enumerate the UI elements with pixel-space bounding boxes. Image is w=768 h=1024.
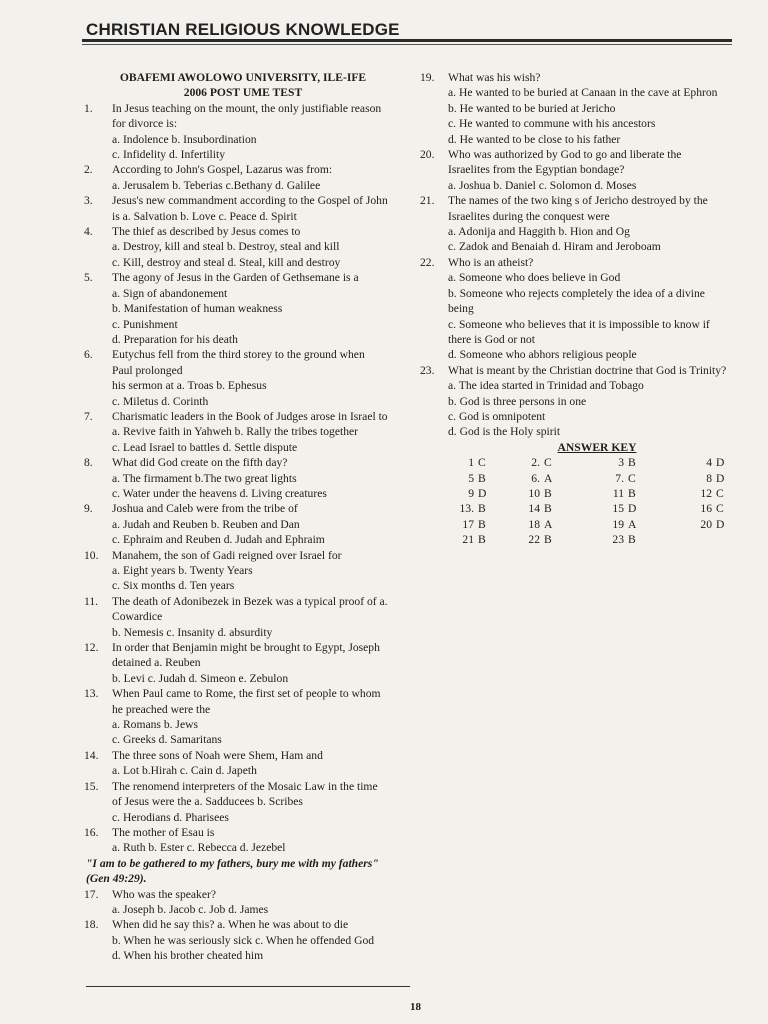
scripture-reference: (Gen 49:29). xyxy=(86,872,147,886)
answer-key-question: 18 xyxy=(528,517,540,531)
option-line: c. Punishment xyxy=(112,317,178,331)
answer-key-question: 10 xyxy=(528,486,540,500)
answer-key-question: 22 xyxy=(528,533,540,547)
answer-key-question: 3 xyxy=(618,456,624,470)
question-text: Charismatic leaders in the Book of Judges arose in Israel to xyxy=(112,409,388,423)
option-line: b. When he was seriously sick c. When he offended God xyxy=(112,933,375,947)
option-line: c. Six months d. Ten years xyxy=(112,579,235,593)
option-line: c. Greeks d. Samaritans xyxy=(112,733,222,747)
answer-key-row xyxy=(414,486,740,501)
answer-key-answer: D xyxy=(628,502,637,516)
question-line xyxy=(414,147,740,162)
answer-key-answer: B xyxy=(628,533,636,547)
page-number: 18 xyxy=(410,1001,421,1013)
question-number: 2. xyxy=(84,163,93,177)
answer-key-question: 20 xyxy=(700,517,712,531)
question-text: The agony of Jesus in the Garden of Gethsemane is a xyxy=(112,271,359,285)
option-line: a. The firmament b.The two great lights xyxy=(112,471,297,485)
question-number: 20. xyxy=(420,148,435,162)
scripture-quote: "I am to be gathered to my fathers, bury me with my fathers" xyxy=(86,856,379,870)
option-line: a. Jerusalem b. Teberias c.Bethany d. Galilee xyxy=(112,178,321,192)
option-line: detained a. Reuben xyxy=(112,656,201,670)
option-line: a. He wanted to be buried at Canaan in the cave at Ephron xyxy=(448,86,718,100)
answer-key-answer: C xyxy=(716,502,724,516)
question-number: 10. xyxy=(84,548,99,562)
option-line: a. The idea started in Trinidad and Tobago xyxy=(448,379,644,393)
page-header-title: CHRISTIAN RELIGIOUS KNOWLEDGE xyxy=(86,20,400,39)
question-line xyxy=(78,347,408,362)
question-number: 23. xyxy=(420,363,435,377)
question-line xyxy=(78,455,408,470)
option-line: a. Adonija and Haggith b. Hion and Og xyxy=(448,225,630,239)
answer-key-row xyxy=(414,501,740,516)
option-line: d. Someone who abhors religious people xyxy=(448,348,637,362)
left-questions-continued xyxy=(78,887,408,964)
right-column xyxy=(414,70,740,548)
question-line xyxy=(414,255,740,270)
question-number: 7. xyxy=(84,409,93,423)
option-line: c. He wanted to commune with his ancestors xyxy=(448,117,656,131)
answer-key-answer: A xyxy=(628,517,637,531)
question-text: The thief as described by Jesus comes to xyxy=(112,225,301,239)
question-text: The mother of Esau is xyxy=(112,825,215,839)
question-number: 4. xyxy=(84,225,93,239)
answer-key-question: 1 xyxy=(468,456,474,470)
question-number: 18. xyxy=(84,918,99,932)
question-number: 8. xyxy=(84,456,93,470)
answer-key-answer: B xyxy=(478,471,486,485)
left-column xyxy=(78,70,408,964)
question-line xyxy=(414,193,740,208)
option-line: a. Lot b.Hirah c. Cain d. Japeth xyxy=(112,764,257,778)
question-line xyxy=(78,779,408,794)
answer-key-answer: C xyxy=(628,471,636,485)
question-text: The names of the two king s of Jericho destroyed by the xyxy=(448,194,708,208)
question-number: 12. xyxy=(84,641,99,655)
answer-key-answer: B xyxy=(628,456,636,470)
question-number: 17. xyxy=(84,887,99,901)
answer-key-question: 2. xyxy=(531,456,540,470)
option-line: b. Nemesis c. Insanity d. absurdity xyxy=(112,625,273,639)
answer-key-answer xyxy=(712,532,734,547)
answer-key-question: 6. xyxy=(531,471,540,485)
question-text: What was his wish? xyxy=(448,71,541,84)
answer-key-question: 11 xyxy=(612,486,624,500)
question-number: 6. xyxy=(84,348,93,362)
answer-key-question: 13. xyxy=(459,502,474,516)
answer-key-question: 17 xyxy=(462,517,474,531)
question-text: Joshua and Caleb were from the tribe of xyxy=(112,502,298,516)
option-line: Cowardice xyxy=(112,610,163,624)
option-line: c. Ephraim and Reuben d. Judah and Ephraim xyxy=(112,533,325,547)
answer-key-question: 5 xyxy=(468,471,474,485)
answer-key-question xyxy=(654,532,712,547)
answer-key-answer: C xyxy=(544,456,552,470)
answer-key-answer: B xyxy=(478,533,486,547)
question-line xyxy=(78,409,408,424)
question-text: Manahem, the son of Gadi reigned over Israel for xyxy=(112,548,342,562)
question-line xyxy=(78,686,408,701)
question-line xyxy=(78,917,408,932)
question-line xyxy=(78,825,408,840)
question-text: The three sons of Noah were Shem, Ham and xyxy=(112,748,323,762)
footer-rule xyxy=(86,986,410,987)
answer-key-row xyxy=(414,471,740,486)
question-text: What is meant by the Christian doctrine that God is Trinity? xyxy=(448,363,727,377)
option-line: a. Someone who does believe in God xyxy=(448,271,621,285)
option-line: a. Judah and Reuben b. Reuben and Dan xyxy=(112,517,300,531)
answer-key-answer: A xyxy=(544,471,553,485)
header-rule-thin xyxy=(82,44,732,45)
option-line: he preached were the xyxy=(112,702,211,716)
option-line: there is God or not xyxy=(448,332,535,346)
answer-key-row xyxy=(414,517,740,532)
option-line: a. Revive faith in Yahweh b. Rally the tribes together xyxy=(112,425,358,439)
option-line: a. Romans b. Jews xyxy=(112,718,198,732)
answer-key-title: ANSWER KEY xyxy=(557,440,637,454)
answer-key-answer: B xyxy=(478,502,486,516)
question-text: Who is an atheist? xyxy=(448,255,534,269)
option-line: for divorce is: xyxy=(112,117,178,131)
answer-key-table xyxy=(414,455,740,547)
option-line: being xyxy=(448,302,474,316)
question-line xyxy=(414,70,740,85)
answer-key-question: 12 xyxy=(700,486,712,500)
question-line xyxy=(414,363,740,378)
question-line xyxy=(78,270,408,285)
option-line: a. Sign of abandonement xyxy=(112,286,228,300)
option-line: a. Joshua b. Daniel c. Solomon d. Moses xyxy=(448,178,637,192)
option-line: his sermon at a. Troas b. Ephesus xyxy=(112,379,267,393)
option-line: a. Ruth b. Ester c. Rebecca d. Jezebel xyxy=(112,841,286,855)
question-text: Who was the speaker? xyxy=(112,887,216,901)
question-text: Jesus's new commandment according to the Gospel of John xyxy=(112,194,388,208)
answer-key-question: 7. xyxy=(615,471,624,485)
answer-key-answer: A xyxy=(544,517,553,531)
answer-key-answer: B xyxy=(544,502,552,516)
answer-key-answer: B xyxy=(628,486,636,500)
question-number: 14. xyxy=(84,748,99,762)
question-line xyxy=(78,101,408,116)
answer-key-answer: D xyxy=(478,486,487,500)
left-questions xyxy=(78,101,408,856)
question-number: 15. xyxy=(84,779,99,793)
question-line xyxy=(78,162,408,177)
question-number: 11. xyxy=(84,594,99,608)
option-line: c. Lead Israel to battles d. Settle dispute xyxy=(112,440,298,454)
option-line: b. Manifestation of human weakness xyxy=(112,302,283,316)
option-line: c. Miletus d. Corinth xyxy=(112,394,209,408)
question-line xyxy=(78,193,408,208)
answer-key-question: 15 xyxy=(612,502,624,516)
answer-key-question: 4 xyxy=(706,456,712,470)
question-line xyxy=(78,594,408,609)
answer-key-question: 8 xyxy=(706,471,712,485)
question-text: In Jesus teaching on the mount, the only justifiable reason xyxy=(112,101,382,115)
question-number: 22. xyxy=(420,255,435,269)
answer-key-answer: C xyxy=(478,456,486,470)
option-line: a. Indolence b. Insubordination xyxy=(112,132,257,146)
answer-key-row xyxy=(414,532,740,547)
answer-key-question: 14 xyxy=(528,502,540,516)
option-line: d. He wanted to be close to his father xyxy=(448,132,621,146)
question-line xyxy=(78,887,408,902)
question-text: In order that Benjamin might be brought to Egypt, Joseph xyxy=(112,641,380,655)
question-line xyxy=(78,501,408,516)
answer-key-answer: D xyxy=(716,471,725,485)
option-line: d. Preparation for his death xyxy=(112,332,238,346)
option-line: c. Infidelity d. Infertility xyxy=(112,148,226,162)
option-line: a. Eight years b. Twenty Years xyxy=(112,564,253,577)
question-text: When Paul came to Rome, the first set of people to whom xyxy=(112,687,381,701)
question-text: Eutychus fell from the third storey to the ground when xyxy=(112,348,365,362)
question-number: 21. xyxy=(420,194,435,208)
option-line: Paul prolonged xyxy=(112,363,183,377)
question-number: 9. xyxy=(84,502,93,516)
answer-key-question: 16 xyxy=(700,502,712,516)
question-line xyxy=(78,748,408,763)
option-line: a. Destroy, kill and steal b. Destroy, steal and kill xyxy=(112,240,340,254)
question-text: When did he say this? a. When he was about to die xyxy=(112,918,349,932)
option-line: c. Zadok and Benaiah d. Hiram and Jeroboam xyxy=(448,240,661,254)
option-line: a. Joseph b. Jacob c. Job d. James xyxy=(112,902,269,916)
option-line: c. Herodians d. Pharisees xyxy=(112,810,229,824)
option-line: c. Water under the heavens d. Living creatures xyxy=(112,486,327,500)
option-line: b. He wanted to be buried at Jericho xyxy=(448,101,616,115)
answer-key-question: 9 xyxy=(468,486,474,500)
answer-key-answer: D xyxy=(716,456,725,470)
question-number: 19. xyxy=(420,71,435,84)
question-line xyxy=(78,640,408,655)
question-number: 5. xyxy=(84,271,93,285)
question-line xyxy=(78,548,408,563)
question-number: 13. xyxy=(84,687,99,701)
option-line: of Jesus were the a. Sadducees b. Scribes xyxy=(112,795,303,809)
question-text: Who was authorized by God to go and liberate the xyxy=(448,148,682,162)
institution-heading: OBAFEMI AWOLOWO UNIVERSITY, ILE-IFE xyxy=(119,71,367,84)
answer-key-question: 19 xyxy=(612,517,624,531)
question-text: The renomend interpreters of the Mosaic Law in the time xyxy=(112,779,378,793)
header-rule xyxy=(82,39,732,42)
option-line: c. Kill, destroy and steal d. Steal, kill and destroy xyxy=(112,255,341,269)
question-line xyxy=(78,224,408,239)
answer-key-question: 21 xyxy=(462,533,474,547)
option-line: b. God is three persons in one xyxy=(448,394,587,408)
answer-key-row xyxy=(414,455,740,470)
option-line: d. When his brother cheated him xyxy=(112,949,264,963)
option-line: is a. Salvation b. Love c. Peace d. Spirit xyxy=(112,209,297,223)
option-line: Israelites from the Egyptian bondage? xyxy=(448,163,625,177)
option-line: d. God is the Holy spirit xyxy=(448,425,561,439)
option-line: c. Someone who believes that it is impossible to know if xyxy=(448,317,710,331)
question-text: The death of Adonibezek in Bezek was a typical proof of a. xyxy=(112,594,388,608)
test-heading: 2006 POST UME TEST xyxy=(183,86,303,100)
option-line: Israelites during the conquest were xyxy=(448,209,610,223)
answer-key-answer: B xyxy=(478,517,486,531)
question-text: According to John's Gospel, Lazarus was from: xyxy=(112,163,333,177)
right-questions xyxy=(414,70,740,440)
question-number: 1. xyxy=(84,101,93,115)
answer-key-question: 23 xyxy=(612,533,624,547)
option-line: b. Someone who rejects completely the idea of a divine xyxy=(448,286,705,300)
answer-key-answer: C xyxy=(716,486,724,500)
answer-key-answer: B xyxy=(544,486,552,500)
answer-key-answer: D xyxy=(716,517,725,531)
question-number: 16. xyxy=(84,825,99,839)
answer-key-answer: B xyxy=(544,533,552,547)
option-line: b. Levi c. Judah d. Simeon e. Zebulon xyxy=(112,671,289,685)
question-number: 3. xyxy=(84,194,93,208)
option-line: c. God is omnipotent xyxy=(448,409,546,423)
question-text: What did God create on the fifth day? xyxy=(112,456,288,470)
